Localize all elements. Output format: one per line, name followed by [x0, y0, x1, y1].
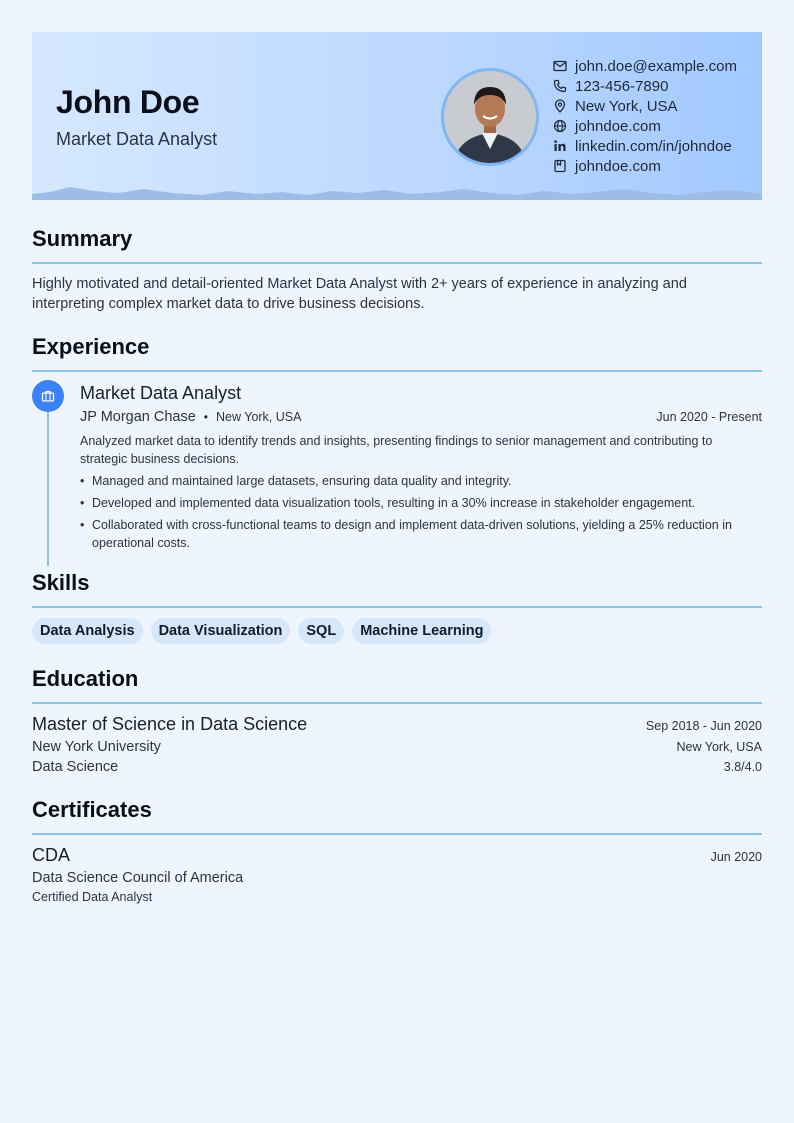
skill-chip: Data Visualization [151, 618, 291, 644]
certificate-date: Jun 2020 [710, 850, 762, 864]
job-title: Market Data Analyst [80, 383, 242, 403]
education-row-school [32, 739, 762, 755]
portfolio-icon [552, 158, 568, 174]
education-degree: Master of Science in Data Science [32, 714, 308, 734]
contact-linkedin-text: linkedin.com/in/johndoe [575, 137, 732, 155]
summary-text: Highly motivated and detail-oriented Market Data Analyst with 2+ years of experience in analyzing and interpreting complex market data to drive business decisions. [32, 276, 687, 312]
section-divider [32, 833, 762, 835]
list-item: • Developed and implemented data visualization tools, resulting in a 30% increase in stakeholder engagement. [80, 494, 762, 512]
resume-header [32, 32, 762, 200]
briefcase-icon [32, 380, 64, 412]
certificate-issuer: Data Science Council of America [32, 870, 244, 886]
linkedin-icon [552, 138, 568, 154]
education-gpa: 3.8/4.0 [723, 760, 762, 774]
contact-list [552, 56, 737, 176]
education-row-field [32, 759, 762, 775]
job-description: Analyzed market data to identify trends and insights, presenting findings to senior management and contributing to strategic business decisions. [80, 434, 713, 466]
contact-phone[interactable] [552, 76, 737, 96]
job-location: New York, USA [216, 410, 302, 424]
education-dates: Sep 2018 - Jun 2020 [645, 719, 762, 733]
education-section [32, 666, 762, 775]
header-wave-decoration [32, 184, 762, 200]
contact-portfolio-text: johndoe.com [575, 157, 661, 175]
job-separator: • [203, 410, 208, 424]
globe-icon [552, 118, 568, 134]
contact-email[interactable] [552, 56, 737, 76]
contact-location [552, 96, 737, 116]
section-divider [32, 370, 762, 372]
job-dates: Jun 2020 - Present [656, 410, 762, 424]
phone-icon [552, 78, 568, 94]
skill-chip: SQL [298, 618, 344, 644]
mail-icon [552, 58, 568, 74]
experience-heading: Experience [32, 334, 150, 359]
skill-chip: Data Analysis [32, 618, 143, 644]
summary-section [32, 226, 762, 314]
certificate-description: Certified Data Analyst [32, 890, 153, 904]
candidate-title: Market Data Analyst [56, 129, 218, 149]
section-divider [32, 262, 762, 264]
skills-list [32, 618, 762, 644]
certificates-heading: Certificates [32, 797, 152, 822]
education-heading: Education [32, 666, 139, 691]
education-school: New York University [32, 739, 161, 755]
summary-heading: Summary [32, 226, 133, 251]
education-row-degree [32, 714, 762, 735]
section-divider [32, 606, 762, 608]
skills-section [32, 570, 762, 644]
job-company: JP Morgan Chase [80, 409, 196, 425]
contact-phone-text: 123-456-7890 [575, 77, 669, 95]
job-bullets [80, 472, 762, 552]
skill-chip: Machine Learning [352, 618, 491, 644]
experience-section [32, 334, 762, 552]
contact-website[interactable] [552, 116, 737, 136]
certificate-name: CDA [32, 845, 71, 865]
certificates-section [32, 797, 762, 904]
contact-location-text: New York, USA [575, 97, 678, 115]
certificate-row [32, 845, 762, 866]
candidate-name: John Doe [56, 84, 200, 120]
resume-page [32, 32, 762, 904]
contact-email-text: john.doe@example.com [575, 57, 737, 75]
location-pin-icon [552, 98, 568, 114]
list-item: • Managed and maintained large datasets, ensuring data quality and integrity. [80, 472, 762, 490]
profile-photo [444, 71, 536, 163]
list-item: • Collaborated with cross-functional teams to design and implement data-driven solutions, yielding a 25% reduction in operational costs. [80, 516, 762, 552]
timeline-line [47, 396, 49, 566]
contact-website-text: johndoe.com [575, 117, 661, 135]
section-divider [32, 702, 762, 704]
contact-linkedin[interactable] [552, 136, 737, 156]
experience-entry [32, 380, 762, 552]
skills-heading: Skills [32, 570, 90, 595]
education-location: New York, USA [676, 740, 762, 754]
contact-portfolio[interactable] [552, 156, 737, 176]
education-field: Data Science [32, 759, 119, 775]
job-meta [80, 408, 762, 426]
avatar [441, 68, 539, 166]
